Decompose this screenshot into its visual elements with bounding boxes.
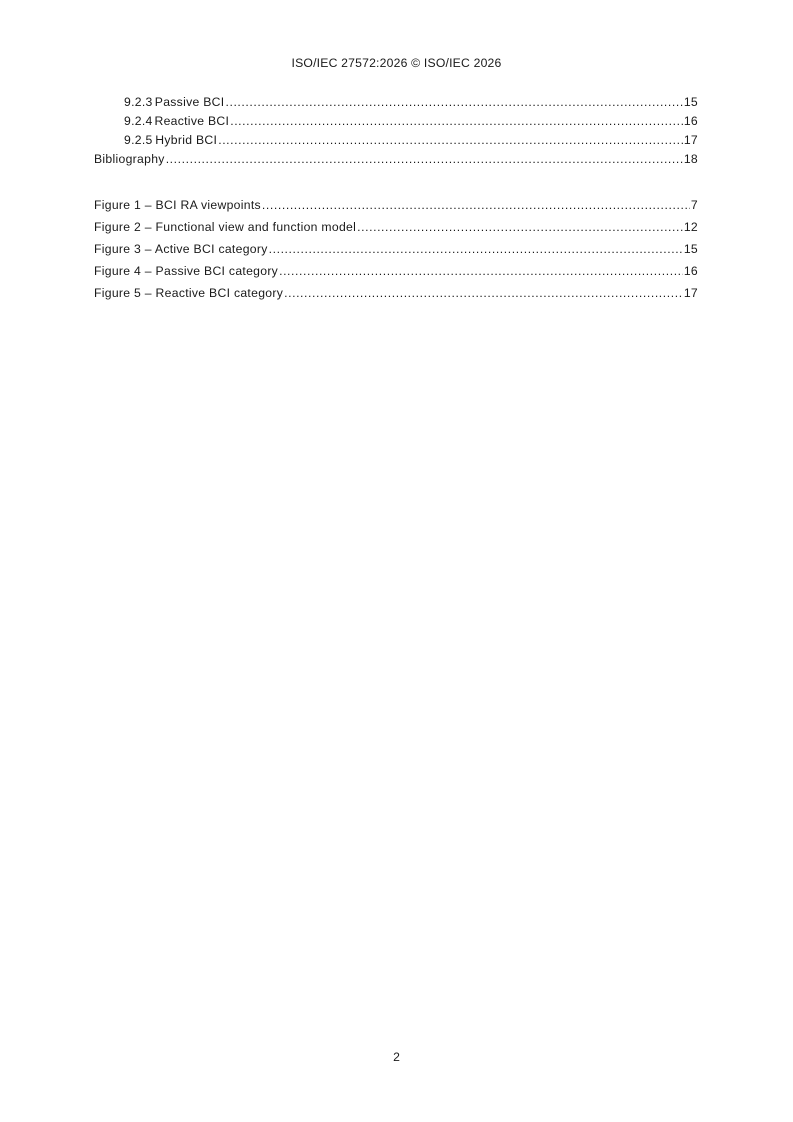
toc-figure-title: Figure 1 – BCI RA viewpoints [94,198,261,212]
toc-leader-dots [225,95,682,109]
toc-figures [94,198,698,308]
toc-figure-title: Figure 3 – Active BCI category [94,242,268,256]
toc-entry-page: 16 [683,114,698,128]
toc-entry-title: Bibliography [94,152,165,166]
toc-entry-bibliography[interactable] [94,152,698,171]
toc-leader-dots [357,220,683,234]
toc-entry[interactable] [94,114,698,133]
toc-leader-dots [284,286,683,300]
toc-leader-dots [230,114,683,128]
page-number: 2 [393,1050,400,1064]
toc-leader-dots [218,133,683,147]
toc-figure-page: 16 [683,264,698,278]
toc-entry-number: 9.2.5 [124,133,153,147]
toc-entry-page: 15 [683,95,698,109]
toc-sections [94,95,698,171]
toc-leader-dots [166,152,683,166]
toc-figure-title: Figure 4 – Passive BCI category [94,264,279,278]
toc-leader-dots [262,198,690,212]
toc-figure-entry[interactable] [94,220,698,242]
toc-entry-title: Hybrid BCI [155,133,218,147]
toc-entry-page: 18 [683,152,698,166]
toc-figure-page: 17 [683,286,698,300]
page-header: ISO/IEC 27572:2026 © ISO/IEC 2026 [291,56,502,70]
toc-figure-entry[interactable] [94,264,698,286]
toc-entry-number: 9.2.4 [124,114,153,128]
toc-entry-title: Passive BCI [154,95,225,109]
toc-leader-dots [279,264,683,278]
toc-figure-entry[interactable] [94,242,698,264]
toc-entry-number: 9.2.3 [124,95,153,109]
toc-figure-title: Figure 5 – Reactive BCI category [94,286,284,300]
toc-entry-page: 17 [683,133,698,147]
toc-figure-title: Figure 2 – Functional view and function model [94,220,357,234]
toc-figure-entry[interactable] [94,198,698,220]
toc-entry[interactable] [94,95,698,114]
toc-entry-title: Reactive BCI [154,114,230,128]
toc-figure-page: 12 [683,220,698,234]
toc-figure-page: 15 [683,242,698,256]
toc-leader-dots [269,242,683,256]
toc-figure-entry[interactable] [94,286,698,308]
toc-figure-page: 7 [690,198,698,212]
toc-entry[interactable] [94,133,698,152]
